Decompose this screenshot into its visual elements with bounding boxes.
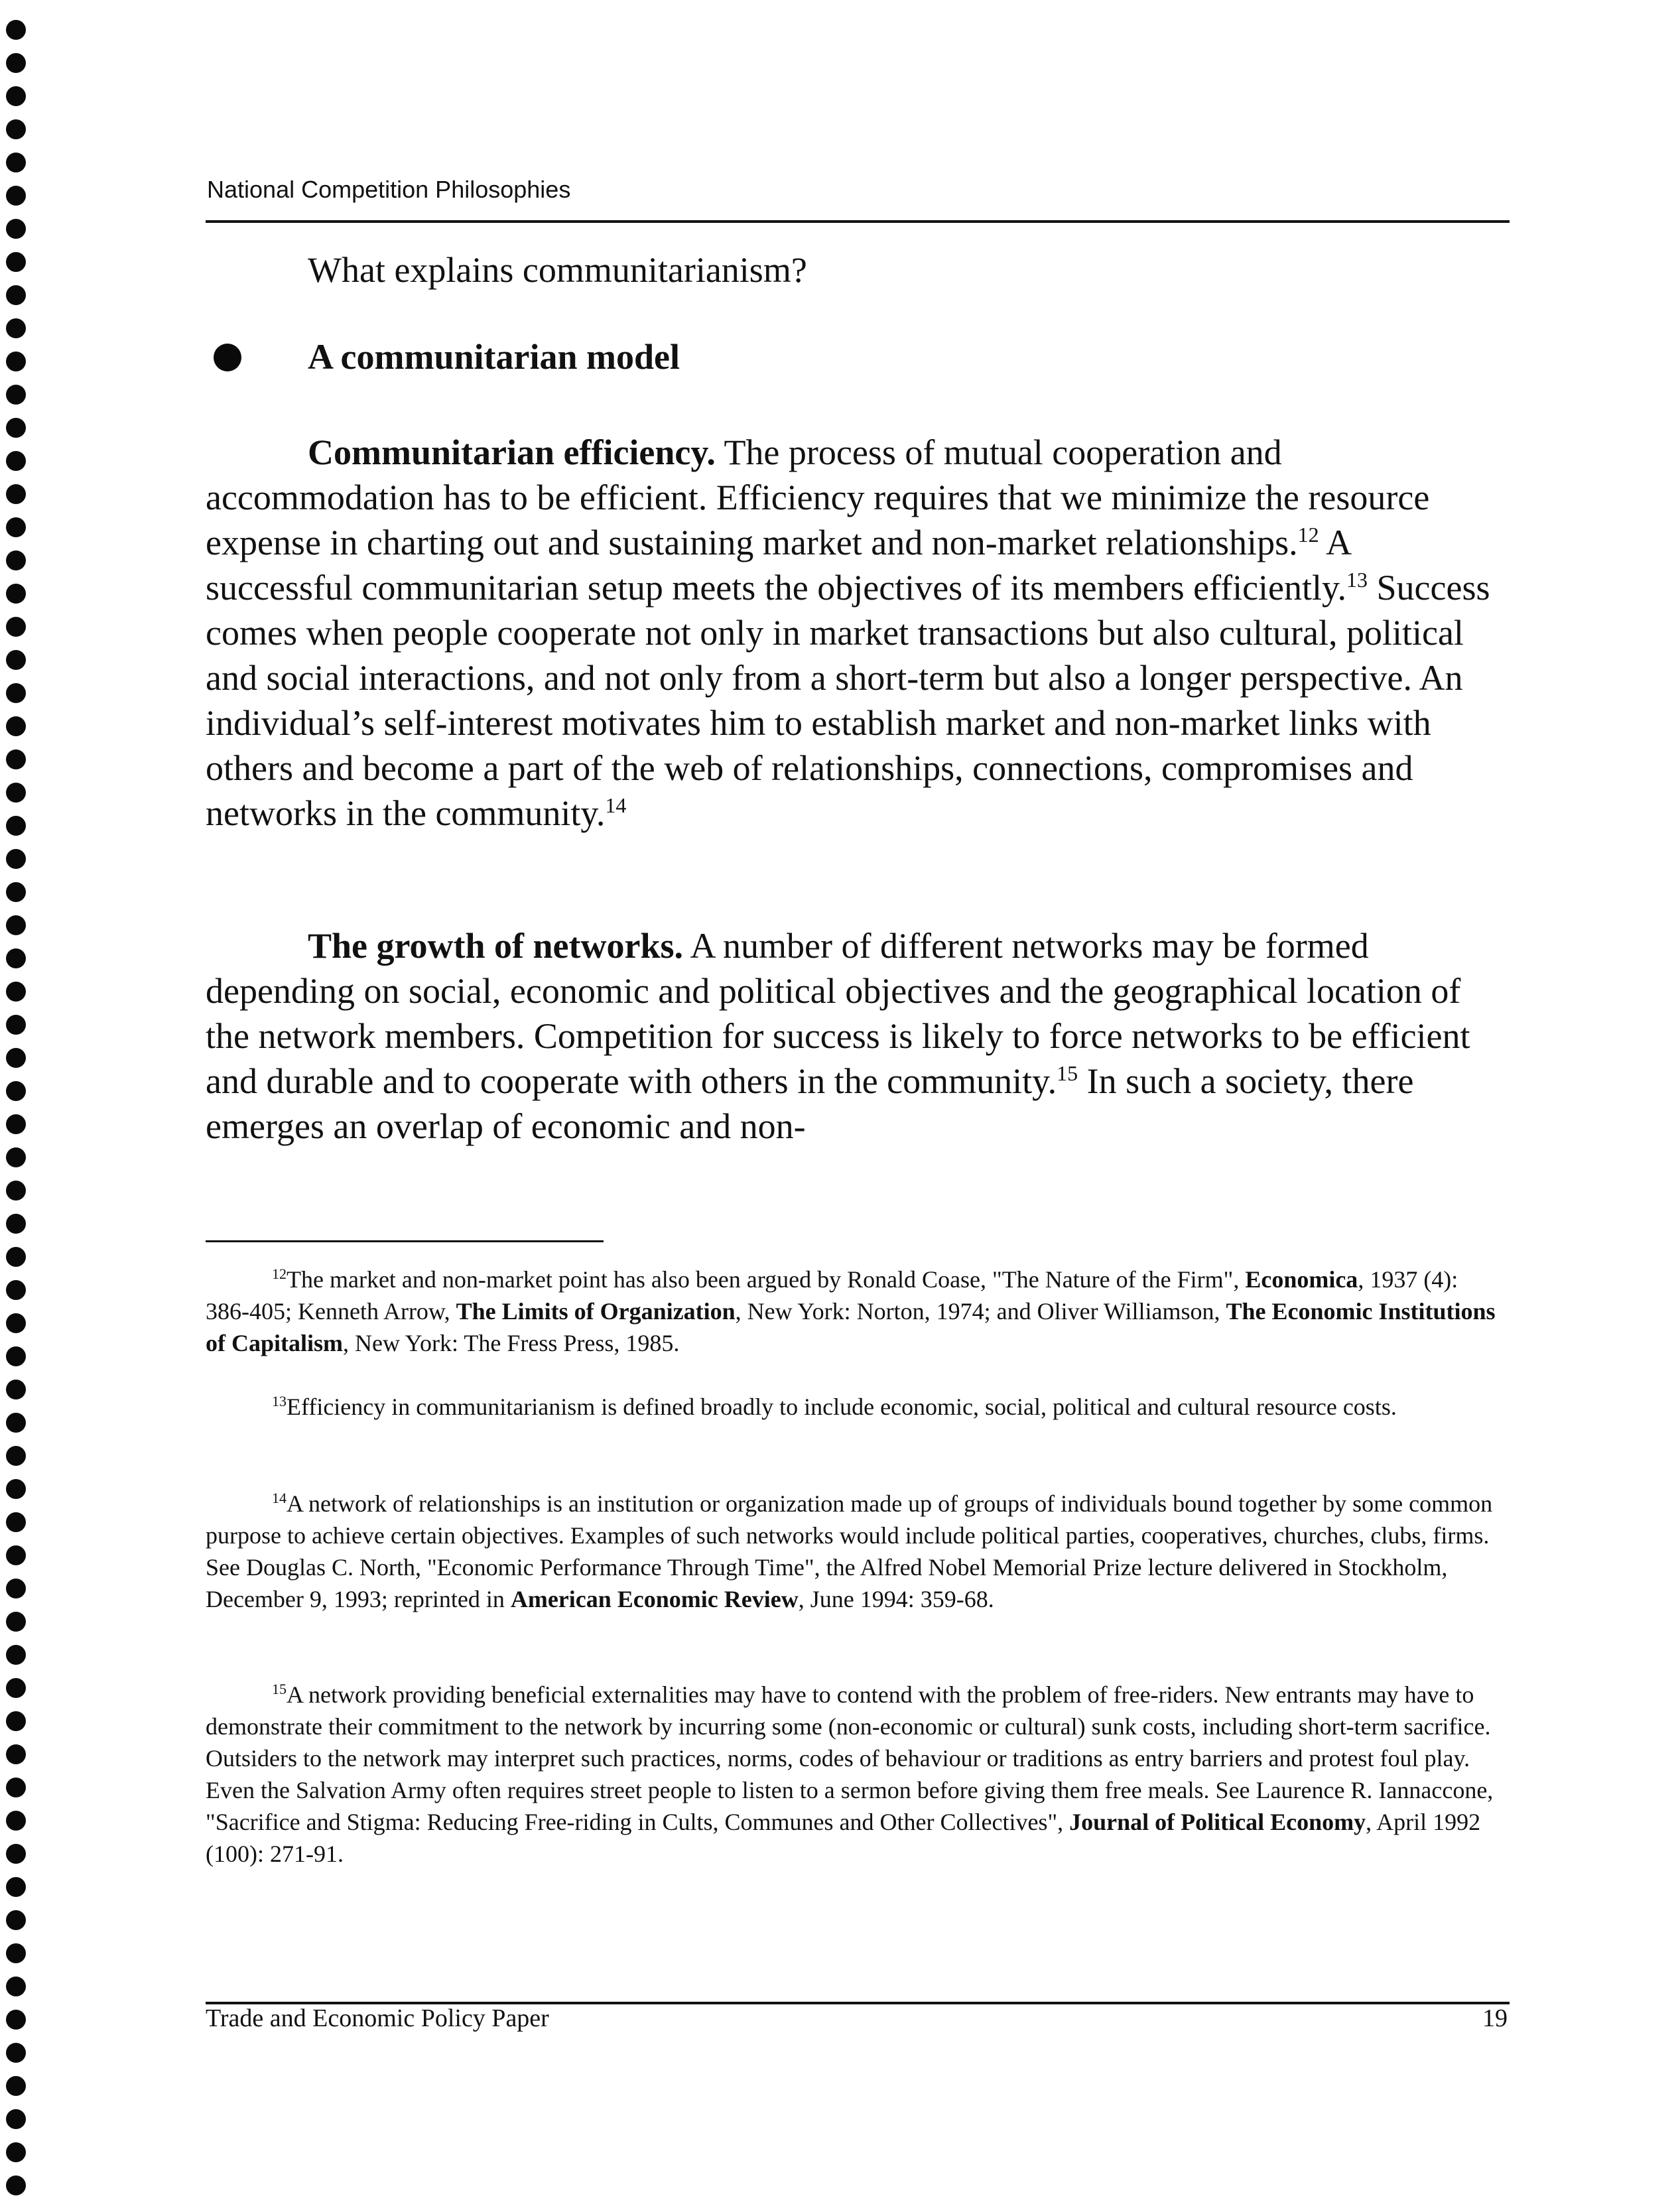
binder-hole-icon: [6, 849, 26, 869]
footnote-number: 12: [272, 1266, 287, 1282]
binder-hole-icon: [6, 1147, 26, 1167]
binder-hole-icon: [6, 1313, 26, 1333]
footnote-ref-15[interactable]: 15: [1057, 1061, 1078, 1085]
footnote-number: 14: [272, 1490, 287, 1506]
binder-hole-icon: [6, 1579, 26, 1598]
binder-hole-icon: [6, 1711, 26, 1731]
footnote-text: , 1937 (4): 386-405; Kenneth Arrow,: [206, 1266, 1458, 1325]
binder-hole-icon: [6, 2010, 26, 2030]
binder-hole-icon: [6, 1479, 26, 1499]
binder-hole-icon: [6, 1545, 26, 1565]
question-heading: What explains communitarianism?: [308, 250, 807, 290]
binder-hole-icon: [6, 882, 26, 902]
footnote-ref-13[interactable]: 13: [1346, 568, 1368, 592]
paragraph-communitarian-efficiency: [206, 430, 1506, 836]
binder-hole-icon: [6, 252, 26, 272]
binder-hole-icon: [6, 219, 26, 239]
running-header: National Competition Philosophies: [207, 176, 571, 203]
footnote-14: [206, 1488, 1507, 1615]
binder-hole-icon: [6, 783, 26, 803]
binder-hole-icon: [6, 2076, 26, 2096]
footer-title: Trade and Economic Policy Paper: [206, 2004, 549, 2032]
cited-book: The Economic Institutions of Capitalism: [206, 1298, 1496, 1356]
binder-hole-icon: [6, 318, 26, 338]
binder-hole-icon: [6, 1612, 26, 1632]
binder-hole-icon: [6, 1678, 26, 1698]
binder-hole-icon: [6, 1214, 26, 1234]
binder-hole-icon: [6, 1645, 26, 1665]
binder-hole-icon: [6, 1413, 26, 1433]
binder-hole-icon: [6, 749, 26, 769]
paragraph-text: In such a society, there emerges an overlap of economic and non-: [206, 1061, 1414, 1146]
binder-hole-icon: [6, 1181, 26, 1201]
footnote-text: Efficiency in communitarianism is defined broadly to include economic, social, political and cultural resource costs.: [287, 1394, 1397, 1420]
binder-hole-icon: [6, 683, 26, 703]
binder-hole-icon: [6, 1811, 26, 1831]
page-number: 19: [1482, 2004, 1508, 2032]
binder-hole-icon: [6, 352, 26, 371]
binder-hole-icon: [6, 1280, 26, 1300]
binder-hole-icon: [6, 716, 26, 736]
cited-book: The Limits of Organization: [456, 1298, 736, 1325]
bullet-icon: [214, 344, 241, 371]
binder-hole-icon: [6, 617, 26, 637]
binder-hole-icon: [6, 2142, 26, 2162]
footnote-text: , June 1994: 359-68.: [798, 1586, 994, 1612]
paragraph-text: A successful communitarian setup meets the objectives of its members efficiently.: [206, 523, 1350, 608]
footnote-15: [206, 1679, 1507, 1870]
binder-hole-icon: [6, 1910, 26, 1930]
binder-hole-icon: [6, 385, 26, 405]
binder-hole-icon: [6, 1247, 26, 1267]
paragraph-growth-of-networks: [206, 923, 1506, 1149]
binder-hole-icon: [6, 915, 26, 935]
binder-hole-icon: [6, 1943, 26, 1963]
header-rule: [206, 220, 1510, 223]
cited-journal: Journal of Political Economy: [1069, 1809, 1366, 1835]
footnote-number: 13: [272, 1393, 287, 1409]
paragraph-text: A number of different networks may be formed depending on social, economic and political objectives and the geographical location of the network members. Competition for success is likely to force networks to be efficient and durable and to cooperate with others in the community.: [206, 926, 1470, 1101]
footnote-ref-14[interactable]: 14: [605, 793, 627, 817]
footnote-13: [206, 1391, 1507, 1423]
binder-hole-icon: [6, 1346, 26, 1366]
binder-hole-icon: [6, 2176, 26, 2195]
binder-hole-icon: [6, 1977, 26, 1996]
footnote-text: , New York: The Fress Press, 1985.: [343, 1330, 680, 1356]
binder-hole-icon: [6, 551, 26, 570]
binder-hole-icon: [6, 584, 26, 604]
binder-holes: [3, 20, 29, 2195]
binder-hole-icon: [6, 948, 26, 968]
binder-hole-icon: [6, 650, 26, 670]
binder-hole-icon: [6, 816, 26, 836]
section-heading: A communitarian model: [308, 337, 680, 377]
binder-hole-icon: [6, 285, 26, 305]
binder-hole-icon: [6, 186, 26, 206]
footnote-separator: [206, 1240, 604, 1242]
binder-hole-icon: [6, 119, 26, 139]
binder-hole-icon: [6, 1114, 26, 1134]
footnote-text: A network of relationships is an institution or organization made up of groups of individuals bound together by some common purpose to achieve certain objectives. Examples of such networks would include political parties, cooperatives, churches, clubs, firms. See Douglas C. North, "Economic Performance Through Time", the Alfred Nobel Memorial Prize lecture delivered in Stockholm, December 9, 1993; reprinted in: [206, 1490, 1493, 1612]
binder-hole-icon: [6, 2043, 26, 2063]
footnote-text: The market and non-market point has also been argued by Ronald Coase, "The Nature of the Firm",: [287, 1266, 1246, 1293]
binder-hole-icon: [6, 1081, 26, 1101]
cited-journal: Economica: [1245, 1266, 1358, 1293]
cited-journal: American Economic Review: [510, 1586, 799, 1612]
binder-hole-icon: [6, 1048, 26, 1068]
binder-hole-icon: [6, 1778, 26, 1797]
footnote-text: , April 1992 (100): 271-91.: [206, 1809, 1481, 1867]
binder-hole-icon: [6, 53, 26, 73]
paragraph-text: Success comes when people cooperate not only in market transactions but also cultural, political and social interactions, and not only from a short-term but also a longer perspective. An individual’s self-interest motivates him to establish market and non-market links with others and become a part of the web of relationships, connections, compromises and networks in the community.: [206, 568, 1490, 833]
run-in-heading: Communitarian efficiency.: [308, 432, 716, 472]
binder-hole-icon: [6, 451, 26, 471]
binder-hole-icon: [6, 982, 26, 1002]
binder-hole-icon: [6, 20, 26, 40]
binder-hole-icon: [6, 1015, 26, 1035]
binder-hole-icon: [6, 1844, 26, 1864]
binder-hole-icon: [6, 1446, 26, 1466]
binder-hole-icon: [6, 1744, 26, 1764]
footnote-number: 15: [272, 1681, 287, 1697]
footnote-text: , New York: Norton, 1974; and Oliver Williamson,: [735, 1298, 1226, 1325]
footnote-12: [206, 1264, 1507, 1359]
binder-hole-icon: [6, 1380, 26, 1399]
binder-hole-icon: [6, 153, 26, 172]
binder-hole-icon: [6, 86, 26, 106]
paragraph-text: The process of mutual cooperation and accommodation has to be efficient. Efficiency requires that we minimize the resource expense in charting out and sustaining market and non-market relationships.: [206, 432, 1430, 562]
footnote-text: A network providing beneficial externalities may have to contend with the problem of free-riders. New entrants may have to demonstrate their commitment to the network by incurring some (non-economic or cultural) sunk costs, including short-term sacrifice. Outsiders to the network may interpret such practices, norms, codes of behaviour or traditions as entry barriers and protest foul play. Even the Salvation Army often requires street people to listen to a sermon before giving them free meals. See Laurence R. Iannaccone, "Sacrifice and Stigma: Reducing Free-riding in Cults, Communes and Other Collectives",: [206, 1681, 1494, 1835]
binder-hole-icon: [6, 418, 26, 438]
binder-hole-icon: [6, 2109, 26, 2129]
binder-hole-icon: [6, 1512, 26, 1532]
binder-hole-icon: [6, 1877, 26, 1897]
binder-hole-icon: [6, 517, 26, 537]
run-in-heading: The growth of networks.: [308, 926, 683, 966]
binder-hole-icon: [6, 484, 26, 504]
footnote-ref-12[interactable]: 12: [1297, 523, 1319, 547]
